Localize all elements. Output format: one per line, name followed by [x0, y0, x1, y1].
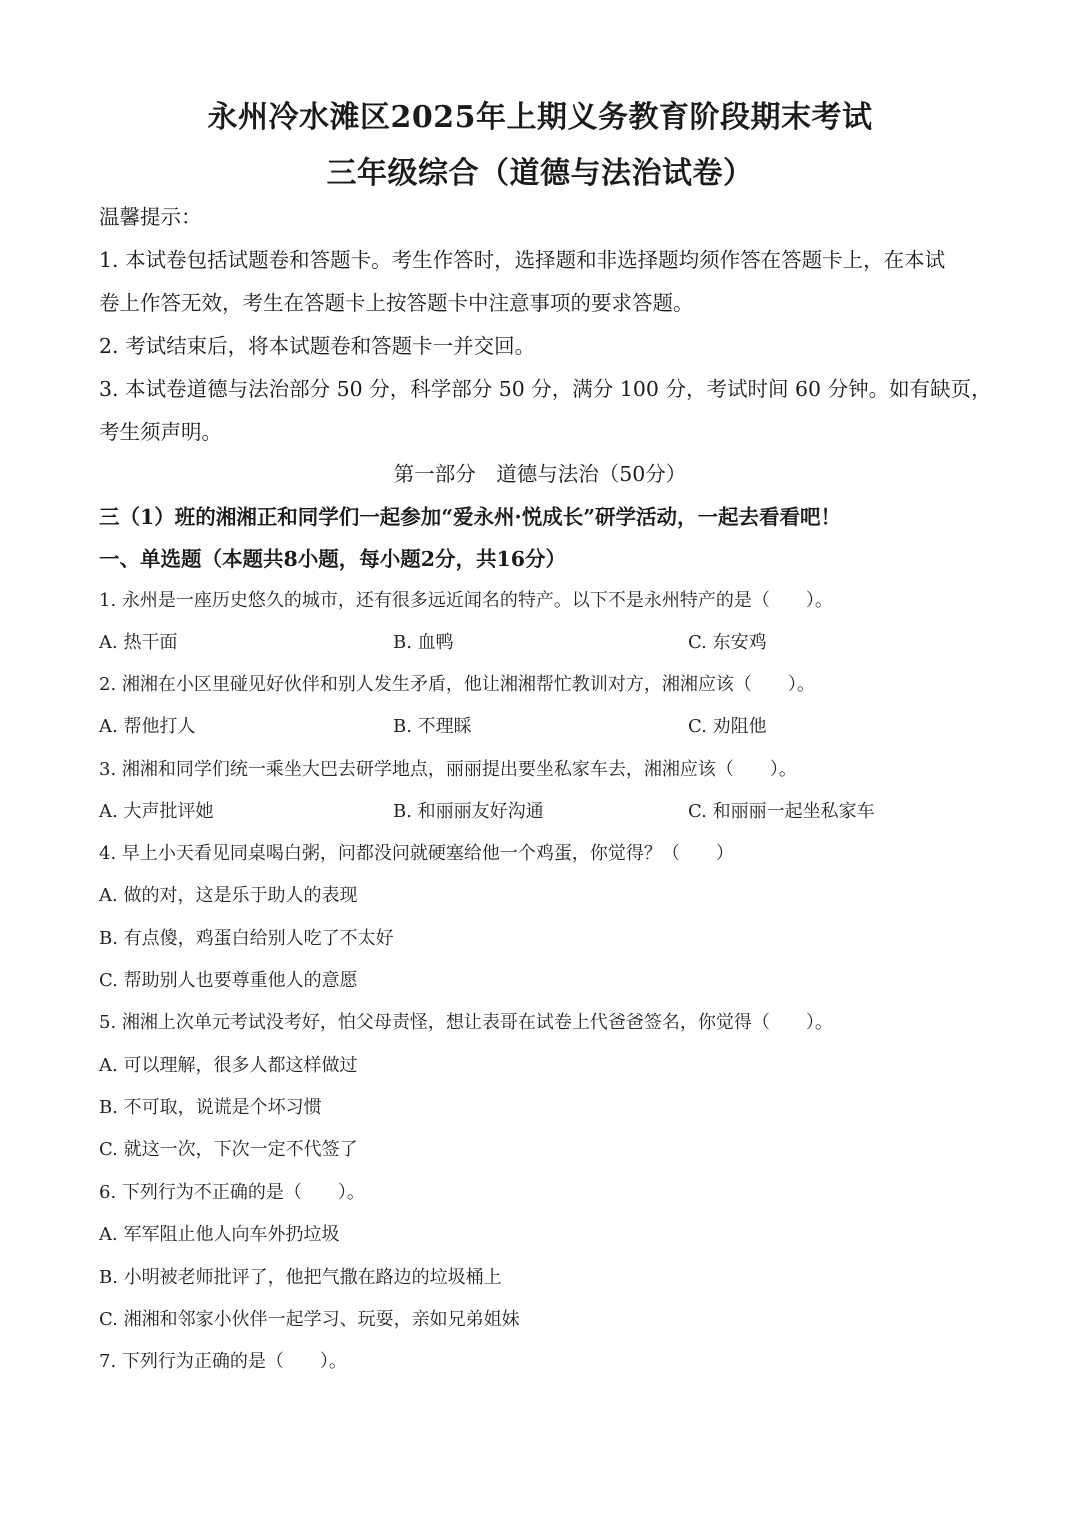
question-stem: 6. 下列行为不正确的是（ ）。 [99, 1182, 365, 1203]
option-a: A. 军军阻止他人向车外扔垃圾 [99, 1224, 340, 1245]
option-a: A. 热干面 [99, 632, 178, 653]
question-stem: 2. 湘湘在小区里碰见好伙伴和别人发生矛盾，他让湘湘帮忙教训对方，湘湘应该（ ）。 [99, 674, 815, 695]
option-c: C. 就这一次，下次一定不代签了 [99, 1139, 358, 1160]
question-stem: 5. 湘湘上次单元考试没考好，怕父母责怪，想让表哥在试卷上代爸爸签名，你觉得（ ）。 [99, 1012, 833, 1033]
question-stem: 7. 下列行为正确的是（ ）。 [99, 1351, 347, 1372]
notice-heading: 温馨提示： [99, 205, 202, 229]
option-a: A. 做的对，这是乐于助人的表现 [99, 885, 358, 906]
notice-item-1-line-2: 卷上作答无效，考生在答题卡上按答题卡中注意事项的要求答题。 [99, 291, 694, 315]
option-c: C. 东安鸡 [688, 632, 767, 653]
option-b: B. 不理睬 [393, 716, 472, 737]
part-title: 第一部分 道德与法治（50分） [393, 462, 687, 486]
part-intro: 三（1）班的湘湘正和同学们一起参加“爱永州·悦成长”研学活动，一起去看看吧！ [99, 505, 841, 529]
option-a: A. 大声批评她 [99, 801, 214, 822]
option-b: B. 血鸭 [393, 632, 454, 653]
exam-subtitle: 三年级综合（道德与法治试卷） [326, 156, 754, 191]
option-c: C. 和丽丽一起坐私家车 [688, 801, 875, 822]
question-stem: 4. 早上小天看见同桌喝白粥，问都没问就硬塞给他一个鸡蛋，你觉得？（ ） [99, 843, 734, 864]
option-b: B. 有点傻，鸡蛋白给别人吃了不太好 [99, 928, 394, 949]
option-a: A. 可以理解，很多人都这样做过 [99, 1055, 358, 1076]
notice-item-3-line-1: 3. 本试卷道德与法治部分 50 分，科学部分 50 分，满分 100 分，考试时间 60 分钟。如有缺页， [99, 377, 992, 401]
notice-item-2: 2. 考试结束后，将本试题卷和答题卡一并交回。 [99, 334, 536, 358]
section-heading: 一、单选题（本题共8小题，每小题2分，共16分） [99, 547, 567, 571]
option-c: C. 湘湘和邻家小伙伴一起学习、玩耍，亲如兄弟姐妹 [99, 1309, 520, 1330]
notice-item-3-line-2: 考生须声明。 [99, 420, 222, 444]
option-a: A. 帮他打人 [99, 716, 196, 737]
question-stem: 1. 永州是一座历史悠久的城市，还有很多远近闻名的特产。以下不是永州特产的是（ ）。 [99, 590, 833, 611]
question-stem: 3. 湘湘和同学们统一乘坐大巴去研学地点，丽丽提出要坐私家车去，湘湘应该（ ）。 [99, 759, 797, 780]
option-c: C. 劝阻他 [688, 716, 767, 737]
option-b: B. 小明被老师批评了，他把气撒在路边的垃圾桶上 [99, 1267, 502, 1288]
option-c: C. 帮助别人也要尊重他人的意愿 [99, 970, 358, 991]
notice-item-1-line-1: 1. 本试卷包括试题卷和答题卡。考生作答时，选择题和非选择题均须作答在答题卡上，在本试 [99, 248, 946, 272]
option-b: B. 和丽丽友好沟通 [393, 801, 544, 822]
exam-title: 永州冷水滩区2025年上期义务教育阶段期末考试 [207, 100, 873, 135]
option-b: B. 不可取，说谎是个坏习惯 [99, 1097, 322, 1118]
